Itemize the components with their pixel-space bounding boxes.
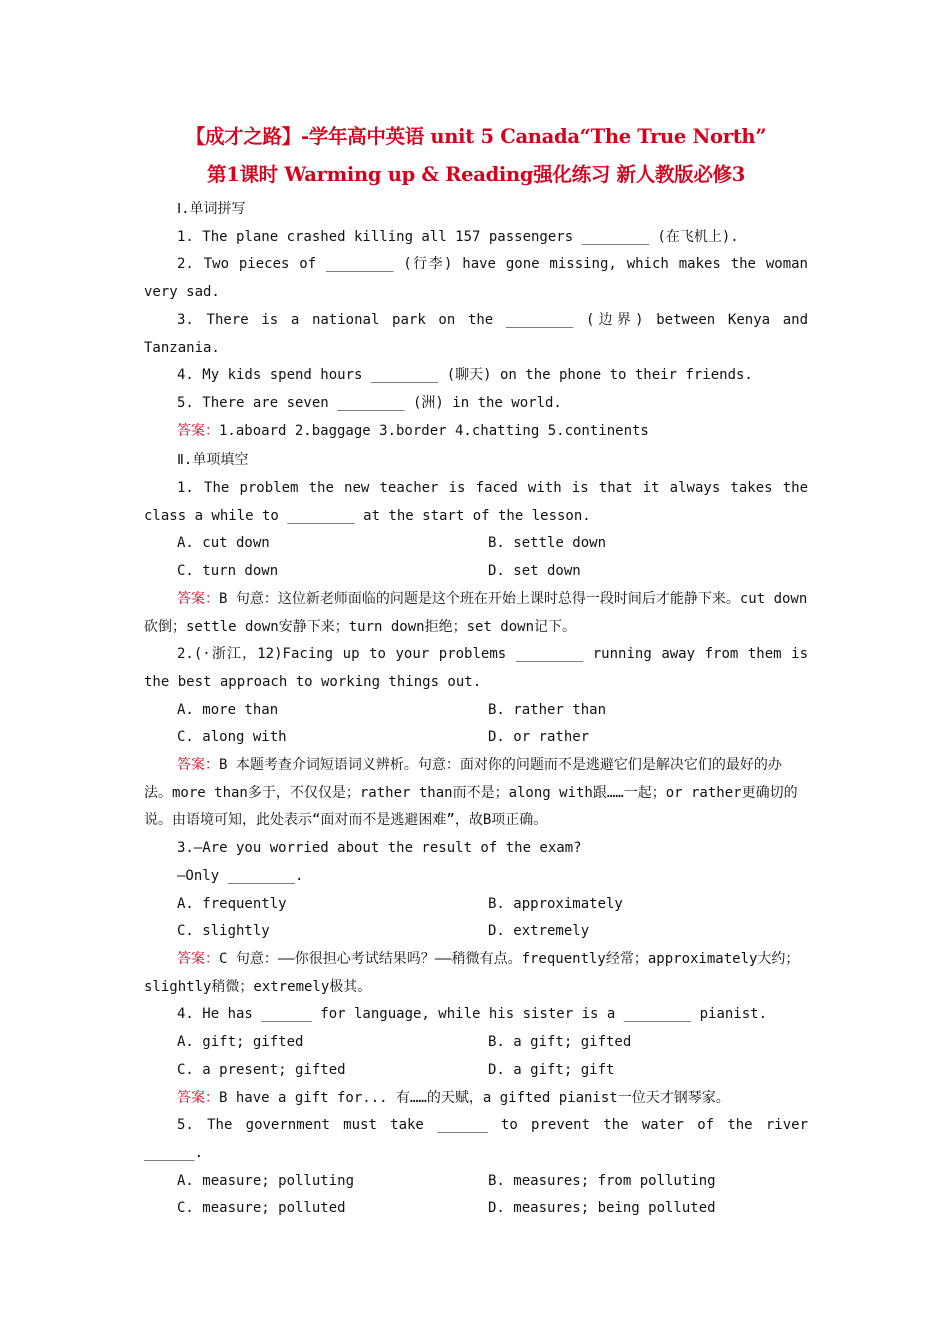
q1-answer xyxy=(144,586,808,641)
section-2-heading: Ⅱ.单项填空 xyxy=(177,452,249,469)
q2-option-d: D. or rather xyxy=(488,729,590,746)
q5-option-c: C. measure; polluted xyxy=(177,1200,346,1217)
s1-item-1: 1. The plane crashed killing all 157 passengers ________ (在飞机上). xyxy=(177,228,739,245)
q3-option-c: C. slightly xyxy=(177,923,270,940)
answer-label: 答案： xyxy=(177,757,219,774)
q5-option-d: D. measures; being polluted xyxy=(488,1200,716,1217)
q3-stem-reply: —Only ________. xyxy=(177,867,304,884)
s1-answer-text: 1.aboard 2.baggage 3.border 4.chatting 5.continents xyxy=(219,422,649,439)
q5-option-a: A. measure; polluting xyxy=(177,1172,355,1189)
q2-option-b: B. rather than xyxy=(488,701,607,718)
q1-option-a: A. cut down xyxy=(177,535,270,552)
q1-stem: 1. The problem the new teacher is faced with is that it always takes the class a while to ________ at the start of the lesson. xyxy=(144,480,808,524)
q5-stem: 5. The government must take ______ to prevent the water of the river ______. xyxy=(144,1117,808,1161)
s1-item-2: 2. Two pieces of ________ (行李) have gone missing, which makes the woman very sad. xyxy=(144,256,808,301)
s1-item-5: 5. There are seven ________ (洲) in the world. xyxy=(177,394,562,411)
answer-label: 答案： xyxy=(177,1089,219,1106)
answer-label: 答案： xyxy=(177,422,219,439)
q4-options-row-1 xyxy=(144,1029,808,1057)
q3-option-a: A. frequently xyxy=(177,895,287,912)
section-1-heading: Ⅰ.单词拼写 xyxy=(177,201,246,217)
q3-options-row-2 xyxy=(144,918,808,946)
q4-option-b: B. a gift; gifted xyxy=(488,1034,632,1051)
q3-option-d: D. extremely xyxy=(488,923,590,940)
q3-option-b: B. approximately xyxy=(488,895,623,912)
answer-label: 答案： xyxy=(177,590,219,607)
q4-option-a: A. gift; gifted xyxy=(177,1034,304,1051)
q4-options-row-2 xyxy=(144,1057,808,1085)
q1-option-d: D. set down xyxy=(488,563,581,580)
title-line-1: 【成才之路】-学年高中英语 unit 5 Canada“The True North” xyxy=(185,125,767,148)
q4-answer-text: B have a gift for... 有……的天赋，a gifted pianist一位天才钢琴家。 xyxy=(219,1089,730,1106)
answer-label: 答案： xyxy=(177,950,219,967)
q1-option-b: B. settle down xyxy=(488,535,607,552)
q2-stem: 2.(·浙江，12)Facing up to your problems ________ running away from them is the best approach to working things out. xyxy=(144,646,808,690)
s1-item-3: 3. There is a national park on the ________ (边界) between Kenya and Tanzania. xyxy=(144,311,808,356)
q3-stem: 3.—Are you worried about the result of the exam? xyxy=(177,840,582,857)
q1-options-row-1 xyxy=(144,530,808,558)
q3-answer-text: C 句意：——你很担心考试结果吗？——稍微有点。frequently经常；approximately大约；slightly稍微；extremely极其。 xyxy=(144,950,800,995)
worksheet-body xyxy=(144,196,808,1223)
q3-answer xyxy=(144,946,808,1001)
q1-answer-text: B 句意：这位新老师面临的问题是这个班在开始上课时总得一段时间后才能静下来。cut down砍倒；settle down安静下来；turn down拒绝；set down记下。 xyxy=(144,590,808,635)
q4-option-c: C. a present; gifted xyxy=(177,1061,346,1078)
q2-options-row-1 xyxy=(144,697,808,725)
q4-stem: 4. He has ______ for language, while his sister is a ________ pianist. xyxy=(177,1006,768,1023)
q3-options-row-1 xyxy=(144,891,808,919)
q2-options-row-2 xyxy=(144,724,808,752)
s1-item-4: 4. My kids spend hours ________ (聊天) on the phone to their friends. xyxy=(177,367,753,384)
s1-answer xyxy=(144,418,808,446)
q5-option-b: B. measures; from polluting xyxy=(488,1172,716,1189)
document-page xyxy=(144,118,808,1223)
q2-option-a: A. more than xyxy=(177,701,279,718)
q1-option-c: C. turn down xyxy=(177,563,279,580)
title-line-2: 第1课时 Warming up & Reading强化练习 新人教版必修3 xyxy=(207,163,745,186)
q1-options-row-2 xyxy=(144,558,808,586)
q4-answer xyxy=(144,1085,808,1113)
q2-option-c: C. along with xyxy=(177,729,287,746)
q5-options-row-1 xyxy=(144,1168,808,1196)
q5-options-row-2 xyxy=(144,1195,808,1223)
q4-option-d: D. a gift; gift xyxy=(488,1061,615,1078)
q2-answer xyxy=(144,752,808,835)
q2-answer-text: B 本题考查介词短语词义辨析。句意：面对你的问题而不是逃避它们是解决它们的最好的办法。more than多于，不仅仅是；rather than而不是；along with跟……一起；or rather更确切的说。由语境可知，此处表示“面对而不是逃避困难”，故B项正确。 xyxy=(144,757,798,829)
